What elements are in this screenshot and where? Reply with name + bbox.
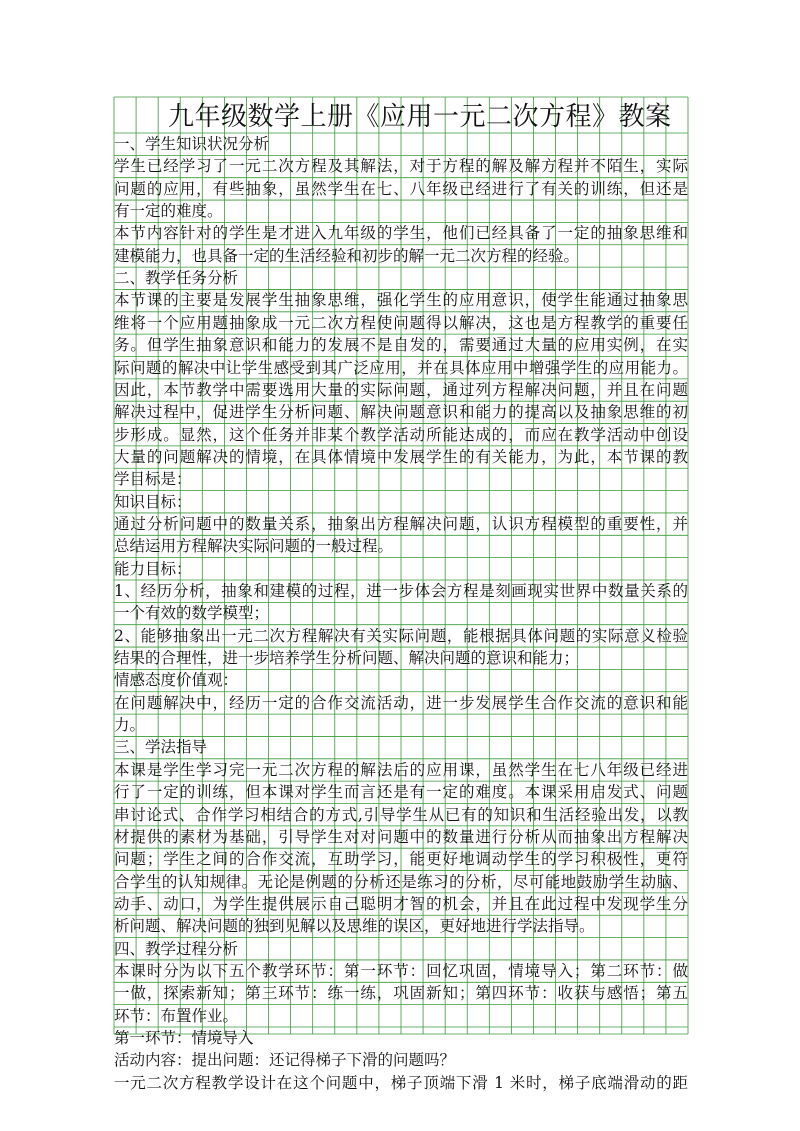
text-line: 能力目标： xyxy=(114,559,192,578)
text-line: 问题；学生之间的合作交流，互助学习，能更好地调动学生的学习积极性，更符 xyxy=(114,850,688,869)
text-line: 本节内容针对的学生是才进入九年级的学生，他们已经具备了一定的抽象思维和 xyxy=(114,224,688,243)
text-line: 有一定的难度。 xyxy=(114,202,223,221)
text-line: 一做，探索新知；第三环节：练一练，巩固新知；第四环节：收获与感悟；第五 xyxy=(114,984,688,1003)
text-line: 材提供的素材为基础，引导学生对对问题中的数量进行分析从而抽象出方程解决 xyxy=(114,827,688,846)
text-line: 建模能力，也具备一定的生活经验和初步的解一元二次方程的经验。 xyxy=(114,246,580,265)
text-line: 维将一个应用题抽象成一元二次方程使问题得以解决，这也是方程教学的重要任 xyxy=(114,313,688,332)
text-line: 一个有效的数学模型； xyxy=(114,604,270,623)
text-line: 通过分析问题中的数量关系，抽象出方程解决问题，认识方程模型的重要性，并 xyxy=(114,514,688,533)
text-line: 因此，本节教学中需要选用大量的实际问题，通过列方程解决问题，并且在问题 xyxy=(114,380,688,399)
text-line: 合学生的认知规律。无论是例题的分析还是练习的分析，尽可能地鼓励学生动脑、 xyxy=(114,872,688,891)
text-line: 2、能够抽象出一元二次方程解决有关实际问题，能根据具体问题的实际意义检验 xyxy=(114,626,688,645)
text-line: 一、学生知识状况分析 xyxy=(114,135,270,153)
text-line: 步形成。显然，这个任务并非某个教学活动所能达成的，而应在教学活动中创设 xyxy=(114,425,688,444)
text-line: 在问题解决中，经历一定的合作交流活动，进一步发展学生合作交流的意识和能 xyxy=(114,693,688,712)
text-line: 一元二次方程教学设计在这个问题中，梯子顶端下滑 1 米时，梯子底端滑动的距 xyxy=(114,1073,688,1092)
text-line: 析问题、解决问题的独到见解以及思维的误区，更好地进行学法指导。 xyxy=(114,917,595,936)
text-line: 总结运用方程解决实际问题的一般过程。 xyxy=(114,537,394,556)
text-line: 学目标是： xyxy=(114,470,192,489)
text-line: 本课是学生学习完一元二次方程的解法后的应用课，虽然学生在七八年级已经进 xyxy=(114,760,688,779)
text-line: 二、教学任务分析 xyxy=(114,269,239,288)
text-line: 串讨论式、合作学习相结合的方式,引导学生从已有的知识和生活经验出发，以教 xyxy=(114,805,688,824)
text-line: 大量的问题解决的情境，在具体情境中发展学生的有关能力，为此，本节课的教 xyxy=(114,447,688,466)
text-line: 问题的应用，有些抽象，虽然学生在七、八年级已经进行了有关的训练，但还是 xyxy=(114,179,688,198)
text-line: 第一环节：情境导入 xyxy=(114,1029,254,1047)
text-line: 情感态度价值观： xyxy=(114,671,239,690)
text-line: 1、经历分析，抽象和建模的过程，进一步体会方程是刻画现实世界中数量关系的 xyxy=(114,582,688,600)
text-line: 本节课的主要是发展学生抽象思维，强化学生的应用意识，使学生能通过抽象思 xyxy=(114,291,688,310)
text-line: 力。 xyxy=(114,716,146,735)
text-line: 环节：布置作业。 xyxy=(114,1006,239,1025)
text-line: 解决过程中，促进学生分析问题、解决问题意识和能力的提高以及抽象思维的初 xyxy=(114,403,688,422)
text-line: 本课时分为以下五个教学环节：第一环节：回忆巩固，情境导入；第二环节：做 xyxy=(114,961,688,980)
text-line: 三、学法指导 xyxy=(114,738,208,757)
text-line: 四、教学过程分析 xyxy=(114,939,239,958)
text-line: 际问题的解决中让学生感受到其广泛应用，并在具体应用中增强学生的应用能力。 xyxy=(114,358,688,377)
text-line: 务。但学生抽象意识和能力的发展不是自发的，需要通过大量的应用实例，在实 xyxy=(114,336,688,355)
text-line: 行了一定的训练，但本课对学生而言还是有一定的难度。本课采用启发式、问题 xyxy=(114,783,688,802)
text-line: 结果的合理性，进一步培养学生分析问题、解决问题的意识和能力； xyxy=(114,649,580,668)
page-title: 九年级数学上册《应用一元二次方程》教案 xyxy=(168,102,672,132)
text-line: 动手、动口，为学生提供展示自己聪明才智的机会，并且在此过程中发现学生分 xyxy=(114,894,688,913)
text-line: 活动内容：提出问题：还记得梯子下滑的问题吗？ xyxy=(114,1051,456,1070)
text-line: 知识目标： xyxy=(114,492,192,511)
text-line: 学生已经学习了一元二次方程及其解法，对于方程的解及解方程并不陌生，实际 xyxy=(114,157,688,176)
